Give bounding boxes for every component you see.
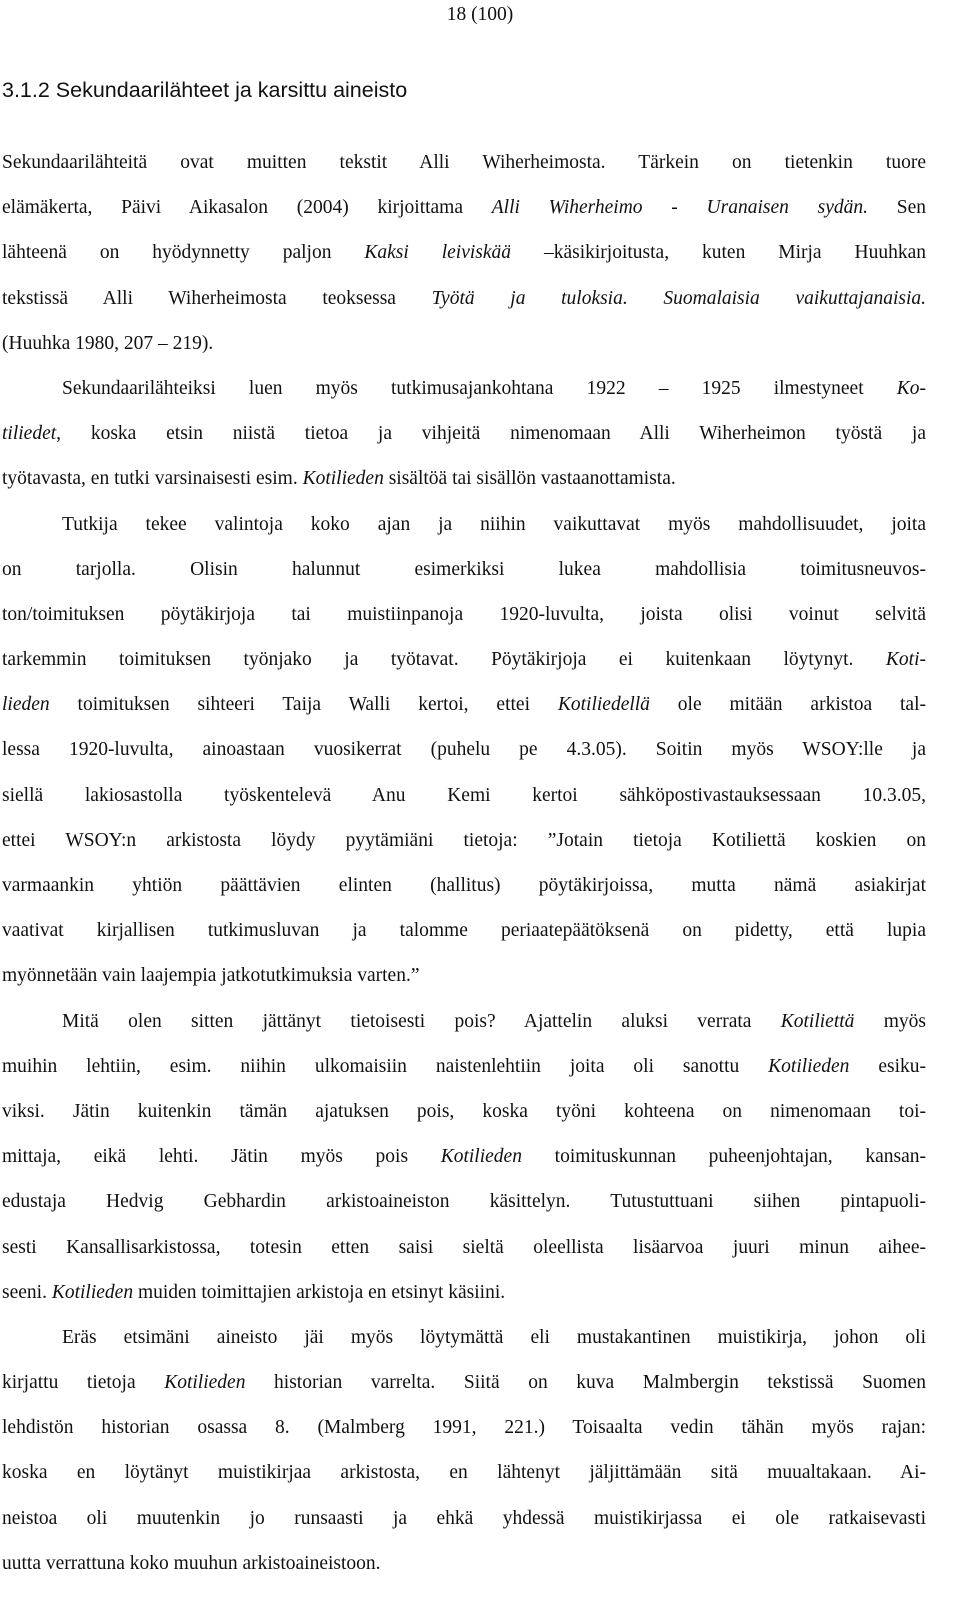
- text-segment: –käsikirjoitusta, kuten Mirja Huuhkan: [511, 242, 926, 264]
- text-line: [2, 456, 926, 501]
- text-line: [2, 321, 926, 366]
- text-line: [2, 818, 926, 863]
- text-segment: edustaja Hedvig Gebhardin arkistoaineiston käsittelyn. Tutustuttuani siihen pintapuoli-: [2, 1191, 926, 1213]
- text-line: [2, 1089, 926, 1134]
- paragraph: [2, 366, 926, 502]
- italic-text: Ko-: [896, 377, 926, 399]
- text-segment: mittaja, eikä lehti. Jätin myös pois: [2, 1146, 441, 1168]
- text-segment: ettei WSOY:n arkistosta löydy pyytämiäni tietoja: ”Jotain tietoja Kotiliettä koskien on: [2, 829, 926, 851]
- text-segment: sisältöä tai sisällön vastaanottamista.: [383, 468, 676, 490]
- text-line: [2, 682, 926, 727]
- text-line: [2, 999, 926, 1044]
- paragraph: [2, 1315, 926, 1586]
- body-text: [2, 140, 926, 1586]
- text-line: [2, 637, 926, 682]
- text-segment: ton/toimituksen pöytäkirjoja tai muistiinpanoja 1920-luvulta, joista olisi voinut selvitä: [2, 603, 926, 625]
- text-segment: lähteenä on hyödynnetty paljon: [2, 242, 365, 264]
- text-segment: (Huuhka 1980, 207 – 219).: [2, 332, 214, 354]
- text-segment: siellä lakiosastolla työskentelevä Anu Kemi kertoi sähköpostivastauksessaan 10.3.05,: [2, 784, 926, 806]
- text-segment: vaativat kirjallisen tutkimusluvan ja talomme periaatepäätöksenä on pidetty, että lupia: [2, 920, 926, 942]
- text-line: [2, 1450, 926, 1495]
- italic-text: tiliedet: [2, 423, 57, 445]
- text-line: [2, 1225, 926, 1270]
- italic-text: Työtä ja tuloksia. Suomalaisia vaikuttajanaisia.: [431, 287, 927, 309]
- text-segment: Tutkija tekee valintoja koko ajan ja niihin vaikuttavat myös mahdollisuudet, joita: [62, 513, 926, 535]
- text-segment: työtavasta, en tutki varsinaisesti esim.: [2, 468, 303, 490]
- text-segment: muiden toimittajien arkistoja en etsinyt käsiini.: [133, 1281, 506, 1303]
- text-segment: toimituskunnan puheenjohtajan, kansan-: [521, 1146, 926, 1168]
- text-segment: muihin lehtiin, esim. niihin ulkomaisiin naistenlehtiin joita oli sanottu: [2, 1055, 769, 1077]
- text-line: [2, 592, 926, 637]
- text-line: [2, 1044, 926, 1089]
- text-segment: varmaankin yhtiön päättävien elinten (hallitus) pöytäkirjoissa, mutta nämä asiakirjat: [2, 875, 926, 896]
- text-line: [2, 230, 926, 275]
- text-line: [2, 1360, 926, 1405]
- text-line: [2, 1496, 926, 1541]
- italic-text: lieden: [2, 694, 50, 716]
- text-segment: lessa 1920-luvulta, ainoastaan vuosikerrat (puhelu pe 4.3.05). Soitin myös WSOY:lle ja: [2, 739, 926, 761]
- italic-text: Kotilieden: [164, 1372, 246, 1394]
- text-segment: lehdistön historian osassa 8. (Malmberg 1991, 221.) Toisaalta vedin tähän myös rajan:: [2, 1417, 926, 1439]
- text-segment: Mitä olen sitten jättänyt tietoisesti pois? Ajattelin aluksi verrata: [62, 1010, 781, 1032]
- italic-text: Kotiliettä: [780, 1010, 855, 1032]
- text-line: [2, 1315, 926, 1360]
- text-line: [2, 185, 926, 230]
- text-segment: sesti Kansallisarkistossa, totesin etten saisi sieltä oleellista lisäarvoa juuri minun aihee-: [2, 1236, 926, 1258]
- text-segment: , koska etsin niistä tietoa ja vihjeitä nimenomaan Alli Wiherheimon työstä ja: [56, 423, 926, 445]
- text-line: [2, 953, 926, 998]
- italic-text: Alli Wiherheimo - Uranaisen sydän.: [491, 197, 868, 219]
- text-segment: uutta verrattuna koko muuhun arkistoaineistoon.: [2, 1552, 381, 1574]
- text-segment: toimituksen sihteeri Taija Walli kertoi, ettei: [49, 694, 558, 716]
- text-line: [2, 411, 926, 456]
- italic-text: Kaksi leiviskää: [364, 242, 512, 264]
- italic-text: Kotilieden: [51, 1281, 134, 1303]
- italic-text: Kotilieden: [440, 1146, 522, 1168]
- text-segment: Sen: [868, 197, 926, 219]
- text-line: [2, 863, 926, 908]
- paragraph: [2, 999, 926, 1315]
- text-line: [2, 773, 926, 818]
- text-segment: viksi. Jätin kuitenkin tämän ajatuksen pois, koska työni kohteena on nimenomaan toi-: [2, 1100, 926, 1122]
- text-segment: koska en löytänyt muistikirjaa arkistosta, en lähtenyt jäljittämään sitä muualtakaan. Ai-: [2, 1462, 926, 1484]
- text-line: [2, 1541, 926, 1586]
- text-line: [2, 727, 926, 772]
- italic-text: Koti-: [885, 649, 926, 671]
- text-segment: myös: [854, 1010, 926, 1032]
- italic-text: Kotiliedellä: [557, 694, 650, 716]
- text-segment: neistoa oli muutenkin jo runsaasti ja ehkä yhdessä muistikirjassa ei ole ratkaisevasti: [2, 1507, 926, 1529]
- text-segment: Eräs etsimäni aineisto jäi myös löytymättä eli mustakantinen muistikirja, johon oli: [62, 1326, 926, 1348]
- text-segment: elämäkerta, Päivi Aikasalon (2004) kirjoittama: [2, 197, 492, 219]
- text-line: [2, 140, 926, 185]
- text-segment: seeni.: [2, 1281, 52, 1303]
- text-segment: Sekundaarilähteitä ovat muitten tekstit Alli Wiherheimosta. Tärkein on tietenkin tuore: [2, 152, 926, 173]
- text-segment: tarkemmin toimituksen työnjako ja työtavat. Pöytäkirjoja ei kuitenkaan löytynyt.: [2, 649, 886, 671]
- text-segment: myönnetään vain laajempia jatkotutkimuksia varten.”: [2, 965, 420, 987]
- text-line: [2, 366, 926, 411]
- section-heading: 3.1.2 Sekundaarilähteet ja karsittu aineisto: [2, 78, 408, 102]
- text-segment: Sekundaarilähteiksi luen myös tutkimusajankohtana 1922 – 1925 ilmestyneet: [62, 377, 897, 399]
- text-segment: kirjattu tietoja: [2, 1372, 165, 1394]
- paragraph: [2, 140, 926, 366]
- text-line: [2, 276, 926, 321]
- text-segment: esiku-: [849, 1055, 926, 1077]
- text-line: [2, 908, 926, 953]
- text-line: [2, 1270, 926, 1315]
- italic-text: Kotilieden: [302, 468, 384, 490]
- text-line: [2, 502, 926, 547]
- text-segment: ole mitään arkistoa tal-: [649, 694, 926, 716]
- text-segment: on tarjolla. Olisin halunnut esimerkiksi lukea mahdollisia toimitusneuvos-: [2, 558, 926, 580]
- text-line: [2, 1405, 926, 1450]
- text-segment: tekstissä Alli Wiherheimosta teoksessa: [2, 287, 432, 309]
- text-line: [2, 1179, 926, 1224]
- text-line: [2, 1134, 926, 1179]
- text-line: [2, 547, 926, 592]
- italic-text: Kotilieden: [768, 1055, 850, 1077]
- paragraph: [2, 502, 926, 999]
- page-number: 18 (100): [446, 4, 514, 25]
- text-segment: historian varrelta. Siitä on kuva Malmbergin tekstissä Suomen: [245, 1372, 926, 1394]
